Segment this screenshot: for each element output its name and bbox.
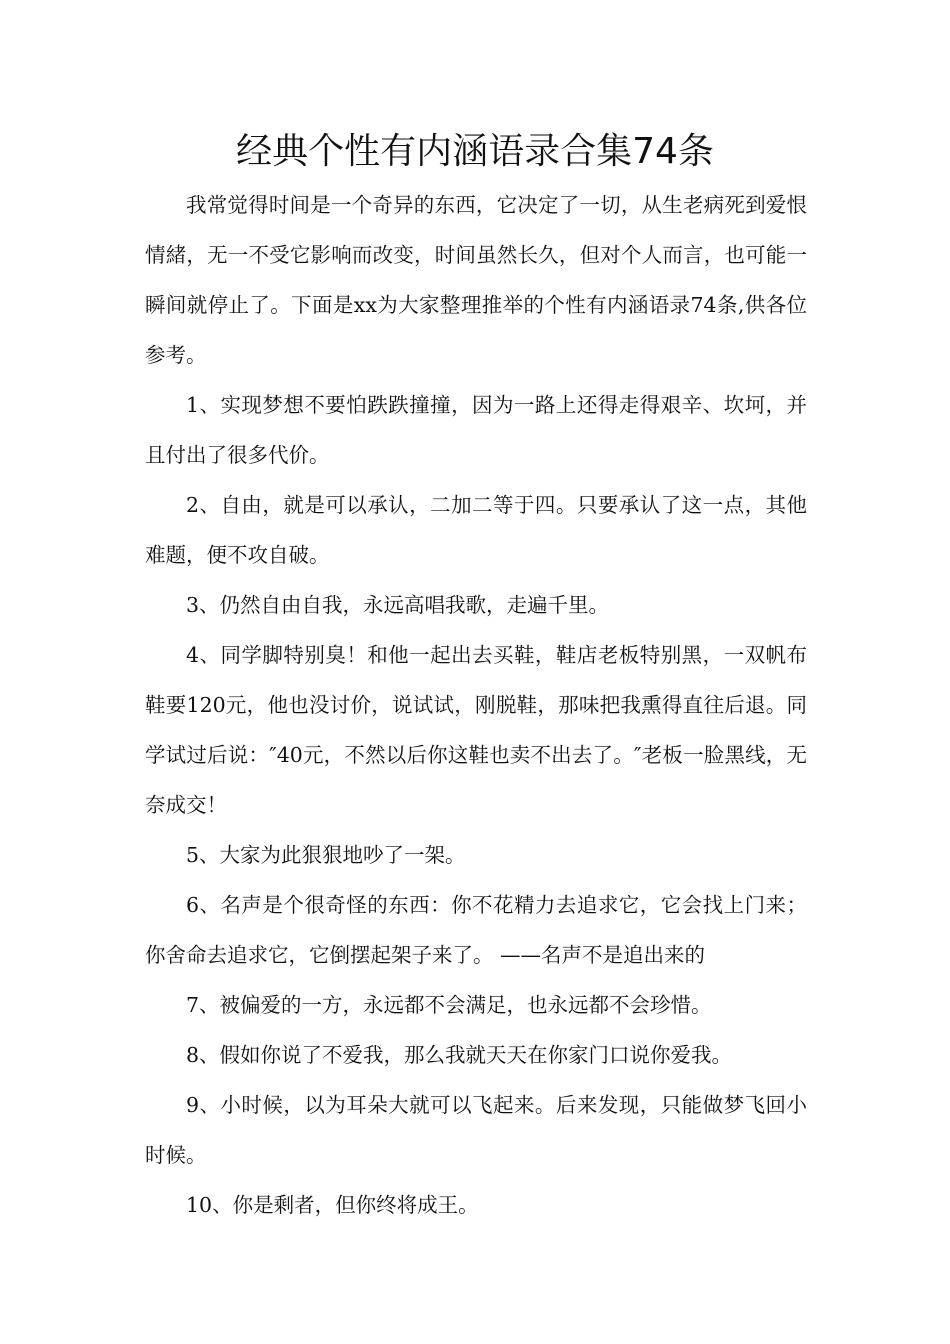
- quote-paragraph-10: 10、你是剩者，但你终将成王。: [186, 1193, 479, 1217]
- intro-paragraph: 我常觉得时间是一个奇异的东西，它决定了一切，从生老病死到爱恨情緒，无一不受它影响而改变，时间虽然长久，但对个人而言，也可能一瞬间就停止了。下面是xx为大家整理推举的个性有内涵语录74条,供各位参考。: [145, 193, 807, 367]
- quote-paragraph-2: 2、自由，就是可以承认，二加二等于四。只要承认了这一点，其他难题，便不攻自破。: [145, 493, 807, 567]
- document-title: 经典个性有内涵语录合集74条: [236, 131, 714, 172]
- quote-paragraph-6: 6、名声是个很奇怪的东西：你不花精力去追求它，它会找上门来；你舍命去追求它，它倒摆起架子来了。 ——名声不是追出来的: [145, 893, 807, 967]
- quote-paragraph-9: 9、小时候，以为耳朵大就可以飞起来。后来发现，只能做梦飞回小时候。: [145, 1093, 807, 1167]
- quote-paragraph-1: 1、实现梦想不要怕跌跌撞撞，因为一路上还得走得艰辛、坎坷，并且付出了很多代价。: [145, 393, 807, 467]
- document-body: [145, 180, 807, 1230]
- quote-paragraph-4: 4、同学脚特别臭！和他一起出去买鞋，鞋店老板特别黑，一双帆布鞋要120元，他也没讨价，说试试，刚脱鞋，那味把我熏得直往后退。同学试过后说：″40元，不然以后你这鞋也卖不出去了。″老板一脸黑线，无奈成交！: [145, 643, 807, 817]
- quote-paragraph-7: 7、被偏爱的一方，永远都不会满足，也永远都不会珍惜。: [186, 993, 712, 1017]
- quote-paragraph-3: 3、仍然自由自我，永远高唱我歌，走遍千里。: [186, 593, 610, 617]
- quote-paragraph-8: 8、假如你说了不爱我，那么我就天天在你家门口说你爱我。: [186, 1043, 733, 1067]
- quote-paragraph-5: 5、大家为此狠狠地吵了一架。: [186, 843, 466, 867]
